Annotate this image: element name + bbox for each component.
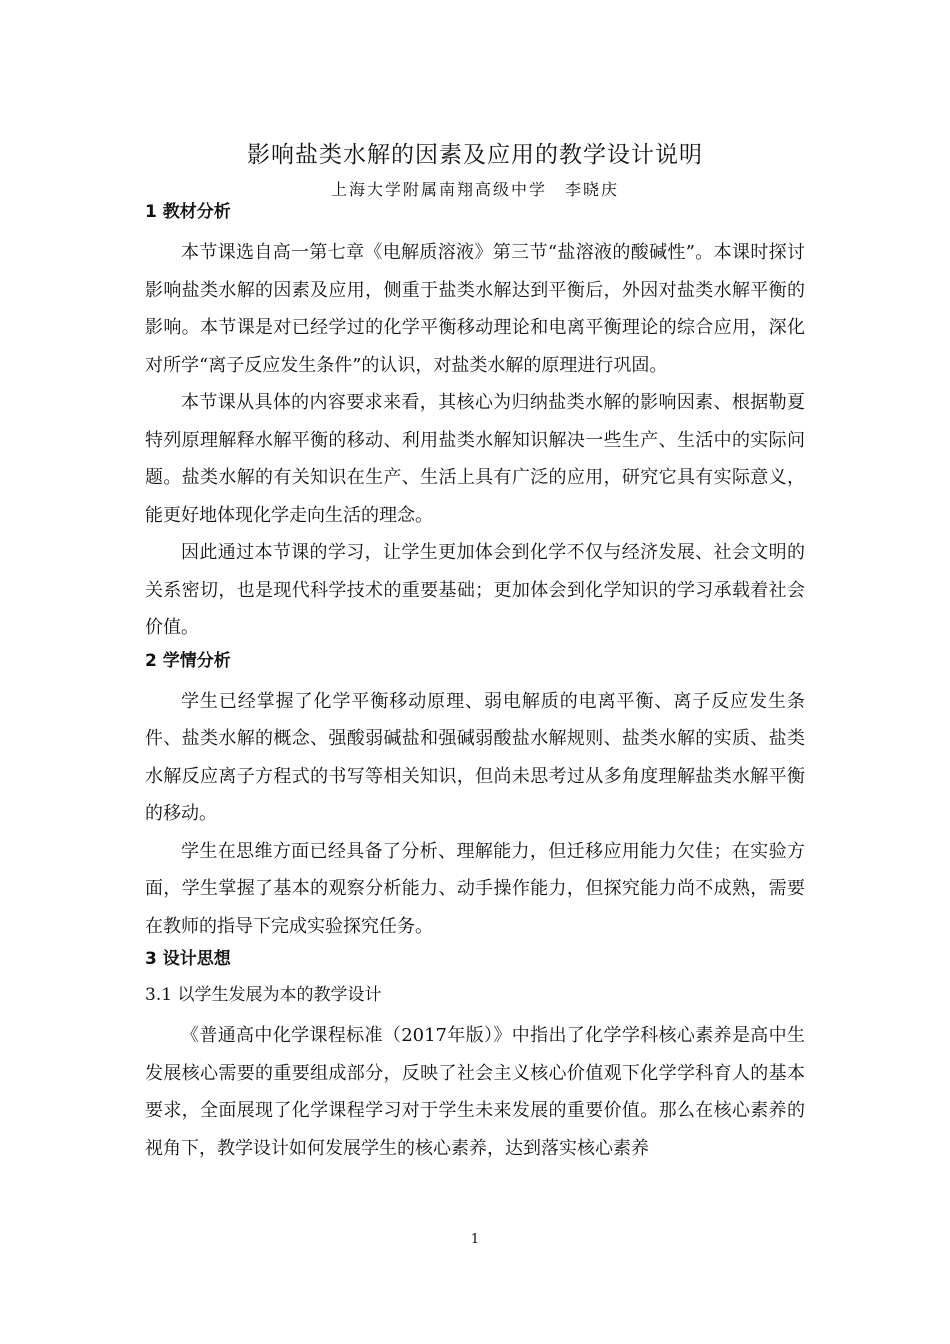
document-body — [145, 198, 805, 1167]
paragraph: 本节课从具体的内容要求来看，其核心为归纳盐类水解的影响因素、根据勒夏特列原理解释水解平衡的移动、利用盐类水解知识解决一些生产、生活中的实际问题。盐类水解的有关知识在生产、生活上具有广泛的应用，研究它具有实际意义，能更好地体现化学走向生活的理念。 — [145, 392, 805, 526]
author-line: 上海大学附属南翔高级中学 李晓庆 — [330, 180, 619, 199]
section-heading-2: 2 学情分析 — [145, 650, 231, 671]
paragraph: 因此通过本节课的学习，让学生更加体会到化学不仅与经济发展、社会文明的关系密切，也是现代科学技术的重要基础；更加体会到化学知识的学习承载着社会价值。 — [145, 542, 805, 638]
document-title: 影响盐类水解的因素及应用的教学设计说明 — [247, 142, 703, 168]
paragraph: 《普通高中化学课程标准（2017年版）》中指出了化学学科核心素养是高中生发展核心需要的重要组成部分，反映了社会主义核心价值观下化学学科育人的基本要求，全面展现了化学课程学习对于学生未来发展的重要价值。那么在核心素养的视角下，教学设计如何发展学生的核心素养，达到落实核心素养 — [145, 1025, 805, 1159]
section-heading-1: 1 教材分析 — [145, 202, 231, 222]
page-number: 1 — [470, 1232, 480, 1247]
section-heading-3: 3 设计思想 — [145, 949, 231, 969]
paragraph: 本节课选自高一第七章《电解质溶液》第三节“盐溶液的酸碱性”。本课时探讨影响盐类水解的因素及应用，侧重于盐类水解达到平衡后，外因对盐类水解平衡的影响。本节课是对已经学过的化学平衡移动理论和电离平衡理论的综合应用，深化对所学“离子反应发生条件”的认识，对盐类水解的原理进行巩固。 — [145, 242, 805, 376]
paragraph: 学生在思维方面已经具备了分析、理解能力，但迁移应用能力欠佳；在实验方面，学生掌握了基本的观察分析能力、动手操作能力，但探究能力尚不成熟，需要在教师的指导下完成实验探究任务。 — [145, 840, 805, 937]
subsection-heading: 3.1 以学生发展为本的教学设计 — [145, 985, 382, 1005]
paragraph: 学生已经掌握了化学平衡移动原理、弱电解质的电离平衡、离子反应发生条件、盐类水解的概念、强酸弱碱盐和强碱弱酸盐水解规则、盐类水解的实质、盐类水解反应离子方程式的书写等相关知识，但尚未思考过从多角度理解盐类水解平衡的移动。 — [145, 690, 805, 824]
